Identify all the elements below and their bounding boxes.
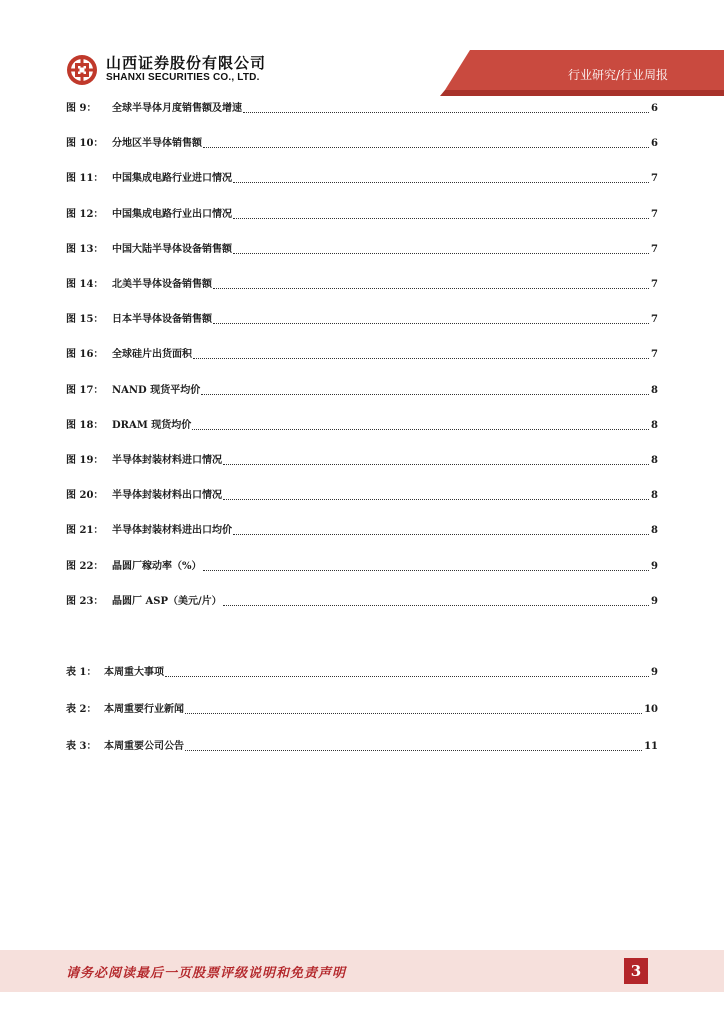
toc-dot-leader bbox=[243, 111, 649, 113]
disclaimer-text: 请务必阅读最后一页股票评级说明和免责声明 bbox=[66, 966, 347, 981]
toc-entry-page: 7 bbox=[651, 314, 658, 326]
toc-entry-label: 图 15： bbox=[66, 314, 104, 326]
toc-entry-title: 半导体封装材料进出口均价 bbox=[112, 525, 232, 537]
toc-entry-label: 表 1： bbox=[66, 667, 97, 678]
toc-entry-page: 9 bbox=[651, 667, 658, 678]
toc-dot-leader bbox=[203, 569, 650, 571]
toc-entry-page: 7 bbox=[651, 173, 658, 185]
toc-entry-title: 全球半导体月度销售额及增速 bbox=[112, 103, 242, 114]
toc-entry-label: 图 22： bbox=[66, 560, 104, 572]
toc-entry-page: 8 bbox=[651, 419, 658, 431]
toc-entry-page: 7 bbox=[651, 349, 658, 361]
toc-entry-page: 7 bbox=[651, 279, 658, 290]
toc-entry[interactable] bbox=[66, 382, 658, 398]
toc-entry-page: 8 bbox=[651, 384, 658, 396]
toc-entry[interactable] bbox=[66, 135, 658, 151]
toc-entry-label: 图 12： bbox=[66, 208, 104, 220]
toc-entry-label: 表 3： bbox=[66, 741, 97, 752]
toc-entry-page: 10 bbox=[644, 704, 658, 715]
toc-dot-leader bbox=[201, 393, 649, 395]
toc-entry-label: 表 2： bbox=[66, 704, 97, 715]
toc-dot-leader bbox=[193, 357, 649, 359]
toc-entry-label: 图 23： bbox=[66, 595, 104, 607]
toc-dot-leader bbox=[203, 146, 649, 148]
toc-entry-title: 分地区半导体销售额 bbox=[112, 138, 202, 150]
page-footer bbox=[0, 950, 724, 992]
toc-entry[interactable] bbox=[66, 522, 658, 538]
page-number: 3 bbox=[624, 958, 648, 984]
toc-entry-label: 图 13： bbox=[66, 243, 104, 255]
toc-entry-title: 中国集成电路行业进口情况 bbox=[112, 173, 232, 185]
toc-entry-title: 本周重大事项 bbox=[104, 667, 164, 678]
toc-entry[interactable] bbox=[66, 664, 658, 680]
toc-entry[interactable] bbox=[66, 241, 658, 257]
toc-entry-page: 8 bbox=[651, 490, 658, 502]
toc-entry[interactable] bbox=[66, 593, 658, 609]
company-name-en: SHANXI SECURITIES CO., LTD. bbox=[106, 72, 260, 83]
page-header bbox=[0, 0, 724, 96]
toc-entry-label: 图 9： bbox=[66, 103, 97, 114]
toc-entry-title: 本周重要行业新闻 bbox=[104, 704, 184, 715]
report-type-label: 行业研究/行业周报 bbox=[567, 68, 668, 82]
toc-entry-label: 图 16： bbox=[66, 349, 104, 361]
toc-entry-title: 本周重要公司公告 bbox=[104, 741, 184, 752]
toc-dot-leader bbox=[213, 287, 649, 289]
toc-entry-title: 半导体封装材料出口情况 bbox=[112, 490, 222, 502]
toc-entry-title: DRAM 现货均价 bbox=[112, 419, 192, 431]
toc-dot-leader bbox=[233, 533, 649, 535]
toc-entry[interactable] bbox=[66, 100, 658, 116]
toc-entry-label: 图 14： bbox=[66, 279, 104, 290]
toc-entry[interactable] bbox=[66, 452, 658, 468]
toc-entry[interactable] bbox=[66, 276, 658, 292]
toc-entry-label: 图 17： bbox=[66, 384, 104, 396]
toc-entry-page: 9 bbox=[651, 560, 658, 572]
toc-entry-title: 北美半导体设备销售额 bbox=[112, 279, 212, 290]
toc-entry-page: 6 bbox=[651, 103, 658, 114]
toc-entry[interactable] bbox=[66, 701, 658, 717]
toc-entry-label: 图 21： bbox=[66, 525, 104, 537]
toc-entry-label: 图 10： bbox=[66, 138, 104, 150]
toc-dot-leader bbox=[213, 322, 649, 324]
toc-dot-leader bbox=[233, 181, 649, 183]
toc-entry[interactable] bbox=[66, 170, 658, 186]
toc-dot-leader bbox=[233, 217, 649, 219]
toc-entry-label: 图 20： bbox=[66, 490, 104, 502]
toc-dot-leader bbox=[223, 463, 649, 465]
toc-entry[interactable] bbox=[66, 417, 658, 433]
toc-entry-label: 图 19： bbox=[66, 455, 104, 466]
toc-entry-title: NAND 现货平均价 bbox=[112, 384, 201, 396]
toc-dot-leader bbox=[233, 252, 649, 254]
company-logo-icon bbox=[66, 54, 98, 86]
toc-entry-title: 全球硅片出货面积 bbox=[112, 349, 192, 361]
toc-entry-label: 图 11： bbox=[66, 173, 104, 185]
toc-entry-title: 日本半导体设备销售额 bbox=[112, 314, 212, 326]
toc-entry-title: 晶圆厂 ASP（美元/片） bbox=[112, 595, 222, 607]
toc-dot-leader bbox=[223, 498, 649, 500]
toc-entry[interactable] bbox=[66, 311, 658, 327]
toc-entry-page: 6 bbox=[651, 138, 658, 150]
toc-entry[interactable] bbox=[66, 487, 658, 503]
toc-entry-page: 7 bbox=[651, 208, 658, 220]
toc-dot-leader bbox=[185, 749, 642, 751]
toc-entry-page: 8 bbox=[651, 455, 658, 466]
toc-entry[interactable] bbox=[66, 558, 658, 574]
toc-entry-page: 9 bbox=[651, 595, 658, 607]
toc-dot-leader bbox=[165, 675, 649, 677]
toc-dot-leader bbox=[223, 604, 649, 606]
toc-dot-leader bbox=[185, 712, 642, 714]
toc-entry[interactable] bbox=[66, 206, 658, 222]
toc-entry[interactable] bbox=[66, 738, 658, 754]
company-name-cn: 山西证券股份有限公司 bbox=[106, 54, 267, 72]
toc-entry-page: 7 bbox=[651, 243, 658, 255]
toc-entry-label: 图 18： bbox=[66, 419, 104, 431]
toc-dot-leader bbox=[192, 428, 649, 430]
toc-entry-title: 晶圆厂稼动率（%） bbox=[112, 560, 202, 572]
toc-entry-title: 半导体封装材料进口情况 bbox=[112, 455, 222, 466]
toc-entry-title: 中国集成电路行业出口情况 bbox=[112, 208, 232, 220]
toc-entry-title: 中国大陆半导体设备销售额 bbox=[112, 243, 232, 255]
toc-entry-page: 8 bbox=[651, 525, 658, 537]
toc-entry-page: 11 bbox=[644, 741, 658, 752]
toc-entry[interactable] bbox=[66, 346, 658, 362]
